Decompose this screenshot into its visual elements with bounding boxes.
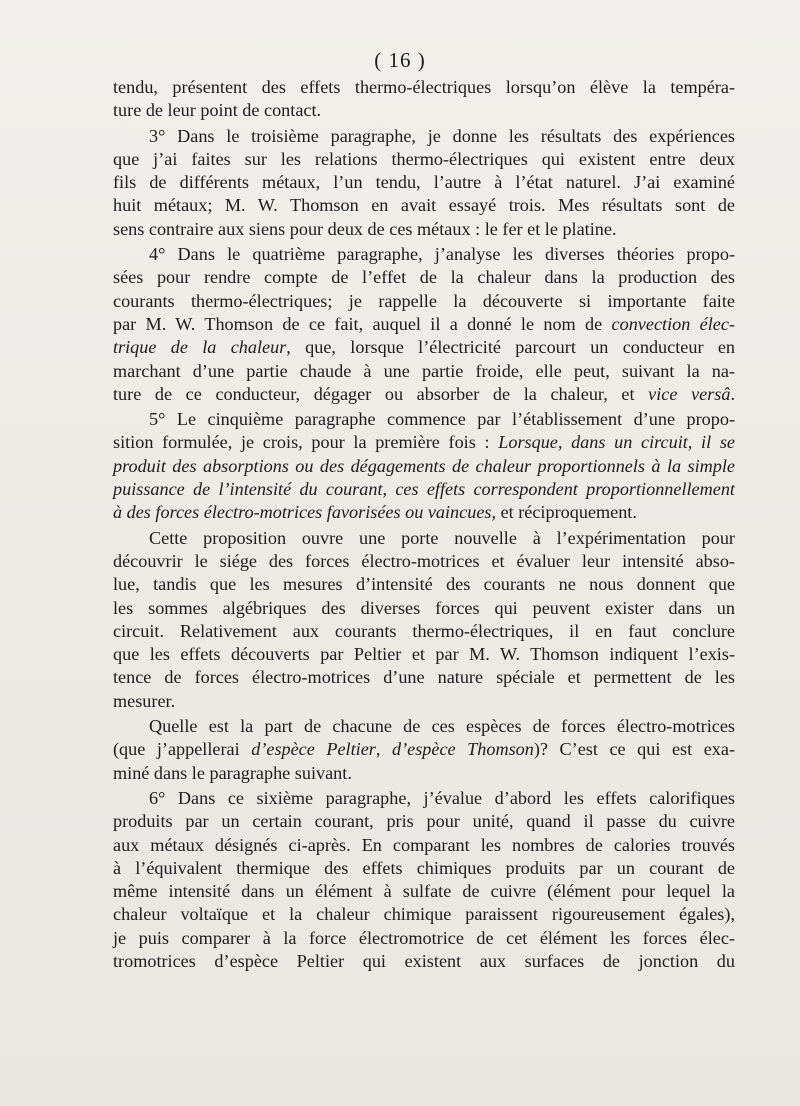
text-line	[113, 408, 735, 431]
italic-text: puissance de l’intensité du courant, ces effets correspondent proportionnellement	[113, 479, 735, 500]
text-line	[113, 857, 735, 880]
text-line	[113, 431, 735, 454]
text-line	[113, 690, 735, 713]
text-segment: huit métaux; M. W. Thomson en avait essayé trois. Mes résultats sont de	[113, 195, 735, 216]
text-line	[113, 218, 735, 241]
italic-text: produit des absorptions ou des dégagements de chaleur proportionnels à la simple	[113, 455, 735, 476]
text-line	[113, 738, 735, 761]
text-segment: sens contraire aux siens pour deux de ces métaux : le fer et le platine.	[113, 218, 617, 239]
italic-text: trique de la chaleur	[113, 337, 287, 358]
text-segment: fils de différents métaux, l’un tendu, l’autre à l’état naturel. J’ai examiné	[113, 172, 735, 193]
text-segment: 4° Dans le quatrième paragraphe, j’analyse les diverses théories propo-	[149, 244, 735, 265]
text-segment: lue, tandis que les mesures d’intensité des courants ne nous donnent que	[113, 574, 735, 595]
text-segment: par M. W. Thomson de ce fait, auquel il a donné le nom de	[113, 313, 612, 334]
italic-text: d’espèce Peltier	[251, 739, 376, 760]
text-segment: , et réciproquement.	[491, 502, 637, 523]
text-line	[113, 478, 735, 501]
text-segment: )? C’est ce qui est exa-	[533, 739, 736, 760]
text-segment: , que, lorsque l’électricité parcourt un conducteur en	[286, 337, 735, 358]
text-line	[113, 383, 735, 406]
italic-text: vice versâ	[648, 383, 731, 404]
text-line	[113, 527, 735, 550]
text-line	[113, 313, 735, 336]
text-line	[113, 76, 735, 99]
text-segment: découvrir le siége des forces électro-motrices et évaluer leur intensité abso-	[113, 550, 735, 571]
text-line	[113, 171, 735, 194]
text-segment: tendu, présentent des effets thermo-électriques lorsqu’on élève la tempéra-	[113, 77, 735, 97]
text-line	[113, 597, 735, 620]
text-segment: ture de leur point de contact.	[113, 100, 322, 121]
text-segment: que j’ai faites sur les relations thermo-électriques qui existent entre deux	[113, 148, 735, 169]
text-segment: même intensité dans un élément à sulfate de cuivre (élément pour lequel la	[113, 881, 735, 902]
text-segment: (que j’appellerai	[113, 739, 252, 760]
text-line	[113, 643, 735, 666]
text-segment: produits par un certain courant, pris pour unité, quand il passe du cuivre	[113, 811, 735, 832]
text-segment: que les effets découverts par Peltier et par M. W. Thomson indiquent l’exis-	[113, 644, 735, 665]
text-segment: sition formulée, je crois, pour la première fois :	[113, 432, 499, 453]
text-segment: 6° Dans ce sixième paragraphe, j’évalue d’abord les effets calorifiques	[149, 787, 735, 808]
text-line	[113, 290, 735, 313]
text-segment: Quelle est la part de chacune de ces espèces de forces électro-motrices	[149, 716, 735, 737]
page-number: ( 16 )	[374, 48, 426, 72]
body-text	[113, 76, 735, 973]
text-segment: mesurer.	[113, 690, 176, 711]
text-line	[113, 194, 735, 217]
text-segment: sées pour rendre compte de l’effet de la chaleur dans la production des	[113, 267, 735, 288]
text-line	[113, 148, 735, 171]
italic-text: Lorsque, dans un circuit, il se	[498, 432, 735, 453]
text-line	[113, 550, 735, 573]
text-line	[113, 762, 735, 785]
text-segment: tence de forces électro-motrices d’une nature spéciale et permettent de les	[113, 667, 735, 688]
text-line	[113, 125, 735, 148]
italic-text: à des forces électro-motrices favorisées ou vaincues	[113, 502, 492, 523]
text-line	[113, 360, 735, 383]
text-line	[113, 927, 735, 950]
text-segment: .	[730, 383, 736, 404]
text-line	[113, 903, 735, 926]
text-line	[113, 573, 735, 596]
text-line	[113, 834, 735, 857]
text-line	[113, 501, 735, 524]
text-segment: miné dans le paragraphe suivant.	[113, 762, 352, 783]
text-segment: circuit. Relativement aux courants thermo-électriques, il en faut conclure	[113, 620, 735, 641]
text-segment: tromotrices d’espèce Peltier qui existent aux surfaces de jonction du	[113, 950, 735, 971]
text-line	[113, 99, 735, 122]
text-segment: à l’équivalent thermique des effets chimiques produits par un courant de	[113, 857, 735, 878]
text-segment: courants thermo-électriques; je rappelle la découverte si importante faite	[113, 290, 735, 311]
text-segment: je puis comparer à la force électromotrice de cet élément les forces élec-	[113, 927, 735, 948]
text-segment: 3° Dans le troisième paragraphe, je donne les résultats des expériences	[149, 125, 735, 146]
text-segment: chaleur voltaïque et la chaleur chimique paraissent rigoureusement égales),	[113, 904, 735, 925]
text-segment: marchant d’une partie chaude à une partie froide, elle peut, suivant la na-	[113, 360, 735, 381]
text-line	[113, 880, 735, 903]
text-segment: Cette proposition ouvre une porte nouvelle à l’expérimentation pour	[149, 527, 735, 548]
text-line	[113, 666, 735, 689]
text-line	[113, 620, 735, 643]
text-segment: ture de ce conducteur, dégager ou absorber de la chaleur, et	[113, 383, 649, 404]
text-segment: aux métaux désignés ci-après. En comparant les nombres de calories trouvés	[113, 834, 735, 855]
text-line	[113, 787, 735, 810]
text-line	[113, 455, 735, 478]
text-line	[113, 810, 735, 833]
text-line	[113, 336, 735, 359]
text-segment: 5° Le cinquième paragraphe commence par l’établissement d’une propo-	[149, 409, 735, 430]
text-line	[113, 243, 735, 266]
text-line	[113, 950, 735, 973]
text-line	[113, 266, 735, 289]
text-line	[113, 715, 735, 738]
italic-text: d’espèce Thomson	[391, 739, 534, 760]
text-segment: les sommes algébriques des diverses forces qui peuvent exister dans un	[113, 597, 735, 618]
italic-text: convection élec-	[611, 313, 735, 334]
text-segment: ,	[375, 739, 392, 760]
